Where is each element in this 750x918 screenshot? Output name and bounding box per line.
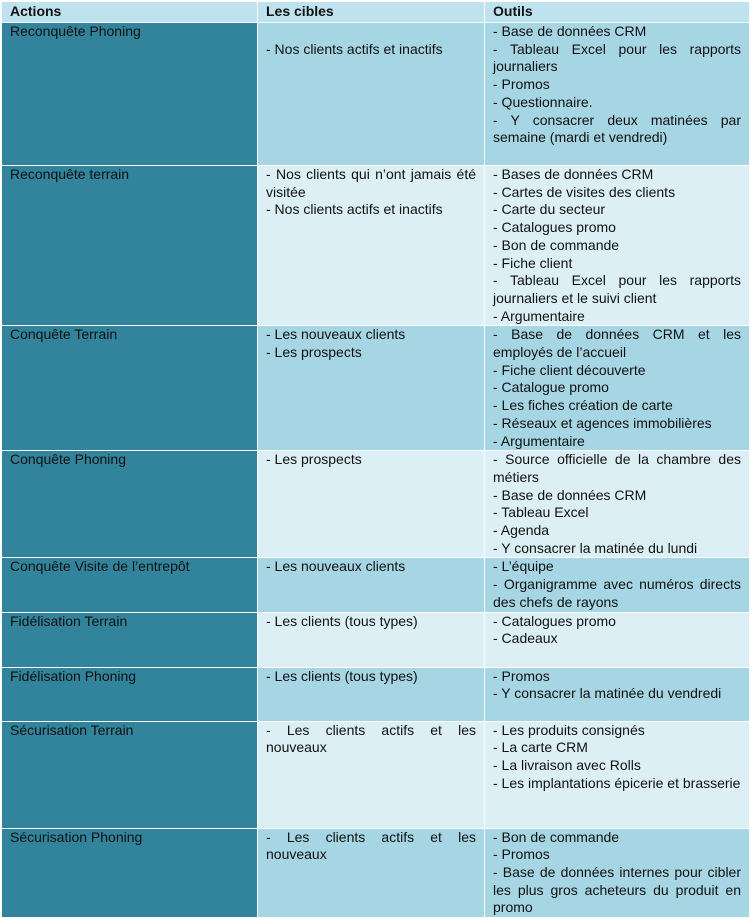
- table-row: [2, 166, 750, 326]
- target-item: - Les nouveaux clients: [266, 326, 406, 343]
- tools-cell: [485, 23, 750, 166]
- header-tools: Outils: [485, 2, 750, 23]
- tool-item: - Base de données CRM: [493, 23, 647, 39]
- target-item: - Les clients actifs et les nouveaux: [266, 721, 476, 756]
- tool-item: - Argumentaire: [493, 307, 585, 324]
- targets-list: [266, 23, 476, 58]
- tool-item: - Agenda: [493, 522, 550, 539]
- targets-list: [266, 326, 476, 361]
- action-cell: Sécurisation Terrain: [2, 721, 258, 828]
- tools-list: [493, 326, 741, 450]
- targets-list: [266, 166, 476, 219]
- action-cell: Reconquête terrain: [2, 166, 258, 326]
- tool-item: - Y consacrer la matinée du vendredi: [493, 685, 722, 702]
- target-item: - Les clients (tous types): [266, 612, 418, 629]
- target-item: - Les nouveaux clients: [266, 558, 406, 575]
- tool-item: - Promos: [493, 846, 550, 863]
- tools-cell: [485, 612, 750, 667]
- target-item: - Les clients actifs et les nouveaux: [266, 828, 476, 863]
- action-cell: Conquête Phoning: [2, 451, 258, 558]
- targets-cell: [258, 558, 485, 612]
- targets-cell: [258, 721, 485, 828]
- tool-item: - La livraison avec Rolls: [493, 756, 641, 773]
- targets-list: [266, 829, 476, 864]
- target-item: - Les clients (tous types): [266, 667, 418, 684]
- tools-cell: [485, 326, 750, 451]
- tool-item: - Les implantations épicerie et brasserie: [493, 774, 741, 791]
- tool-item: - Organigramme avec numéros directs des chefs de rayons: [493, 576, 741, 610]
- tool-item: - Base de données internes pour cibler les plus gros acheteurs du produit en promo: [493, 863, 741, 916]
- table-row: [2, 23, 750, 166]
- table-row: [2, 828, 750, 918]
- tools-cell: [485, 451, 750, 558]
- tools-list: [493, 722, 741, 793]
- tools-list: [493, 613, 741, 648]
- target-item: - Nos clients qui n’ont jamais été visitée: [266, 166, 476, 200]
- action-cell: Fidélisation Terrain: [2, 612, 258, 667]
- tool-item: - Cartes de visites des clients: [493, 183, 676, 200]
- tool-item: - Questionnaire.: [493, 93, 593, 110]
- table-row: [2, 667, 750, 721]
- target-item: [266, 23, 476, 41]
- tools-list: [493, 829, 741, 918]
- tool-item: - Base de données CRM: [493, 486, 647, 503]
- tools-list: [493, 23, 741, 147]
- table-row: [2, 326, 750, 451]
- header-actions: Actions: [2, 2, 258, 23]
- tools-cell: [485, 721, 750, 828]
- tool-item: - Tableau Excel pour les rapports journaliers: [493, 40, 741, 75]
- tool-item: - Catalogues promo: [493, 219, 616, 236]
- tools-cell: [485, 828, 750, 918]
- target-item: - Nos clients actifs et inactifs: [266, 40, 443, 57]
- tools-cell: [485, 558, 750, 612]
- targets-list: [266, 722, 476, 757]
- targets-cell: [258, 23, 485, 166]
- tools-cell: [485, 166, 750, 326]
- targets-list: [266, 668, 476, 686]
- tool-item: - Promos: [493, 667, 550, 684]
- tool-item: - Les fiches création de carte: [493, 397, 673, 414]
- tool-item: - Argumentaire: [493, 432, 585, 449]
- tools-list: [493, 668, 741, 703]
- table-row: [2, 558, 750, 612]
- action-cell: Fidélisation Phoning: [2, 667, 258, 721]
- tool-item: - Tableau Excel: [493, 504, 589, 521]
- target-item: - Les prospects: [266, 344, 362, 361]
- targets-cell: [258, 667, 485, 721]
- tool-item: - Base de données CRM et les employés de l’accueil: [493, 326, 741, 361]
- tool-item: - Y consacrer deux matinées par semaine (mardi et vendredi): [493, 111, 741, 146]
- action-cell: Sécurisation Phoning: [2, 828, 258, 918]
- tool-item: - Les produits consignés: [493, 721, 645, 738]
- action-cell: Conquête Visite de l’entrepôt: [2, 558, 258, 612]
- table-row: [2, 612, 750, 667]
- tool-item: - Promos: [493, 76, 550, 93]
- tool-item: - Bases de données CRM: [493, 166, 654, 182]
- action-cell: Conquête Terrain: [2, 326, 258, 451]
- targets-cell: [258, 166, 485, 326]
- targets-cell: [258, 828, 485, 918]
- tool-item: - Y consacrer la matinée du lundi: [493, 539, 698, 556]
- tools-list: [493, 558, 741, 611]
- tool-item: - Source officielle de la chambre des métiers: [493, 451, 741, 485]
- targets-cell: [258, 612, 485, 667]
- target-item: - Nos clients actifs et inactifs: [266, 201, 443, 218]
- tool-item: - Réseaux et agences immobilières: [493, 414, 712, 431]
- tool-item: - Catalogue promo: [493, 379, 609, 396]
- tool-item: - Tableau Excel pour les rapports journaliers et le suivi client: [493, 272, 741, 306]
- targets-cell: [258, 451, 485, 558]
- header-targets: Les cibles: [258, 2, 485, 23]
- tool-item: - Fiche client découverte: [493, 361, 646, 378]
- table-row: [2, 721, 750, 828]
- table-body: [2, 23, 750, 918]
- targets-list: [266, 558, 476, 576]
- action-cell: Reconquête Phoning: [2, 23, 258, 166]
- tool-item: - Catalogues promo: [493, 612, 616, 629]
- table-row: [2, 451, 750, 558]
- target-item: - Les prospects: [266, 451, 362, 468]
- targets-list: [266, 613, 476, 631]
- targets-list: [266, 451, 476, 469]
- tools-cell: [485, 667, 750, 721]
- targets-cell: [258, 326, 485, 451]
- tools-list: [493, 451, 741, 557]
- tool-item: - Fiche client: [493, 254, 573, 271]
- tool-item: - Carte du secteur: [493, 201, 606, 218]
- tools-list: [493, 166, 741, 325]
- tool-item: - Bon de commande: [493, 828, 620, 845]
- tool-item: - La carte CRM: [493, 739, 588, 756]
- tool-item: - Cadeaux: [493, 630, 558, 647]
- actions-table: [1, 1, 750, 918]
- header-row: [2, 2, 750, 23]
- tool-item: - Bon de commande: [493, 236, 620, 253]
- tool-item: - L’équipe: [493, 558, 554, 575]
